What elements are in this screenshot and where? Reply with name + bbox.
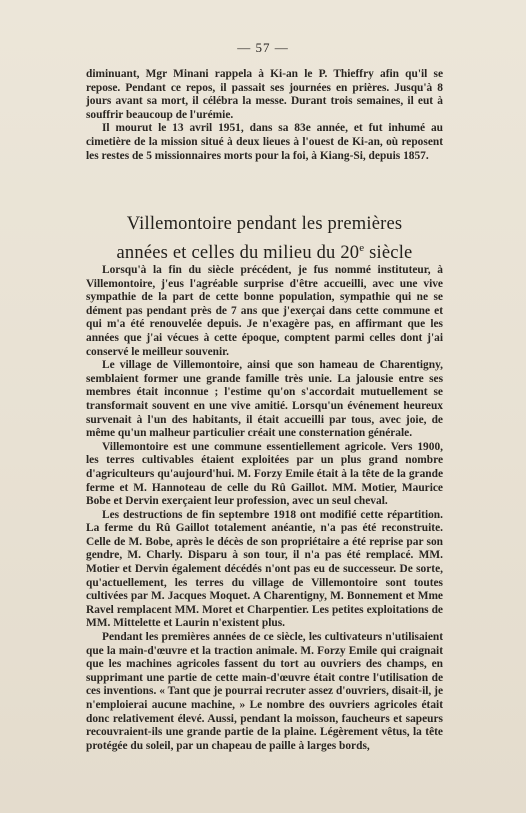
section-title-sup: e [359, 242, 365, 254]
section-title [86, 212, 443, 265]
intro-text [86, 68, 443, 163]
body-text [86, 264, 443, 753]
body-paragraph: Pendant les premières années de ce siècle, les cultivateurs n'utilisaient que la main-d'œuvre et la traction animale. M. Forzy Emile qui craignait que les machines agricoles fassent du tort au ouvriers des champs, en supprimant une partie de cette main-d'œuvre était contre l'utilisation de ces inventions. « Tant que je pourrai recruter assez d'ouvriers, disait-il, je n'emploierai aucune machine, » Le nombre des ouvriers agricoles était donc relativement élevé. Aussi, pendant la moisson, faucheurs et sapeurs recouvraient-ils une grande partie de la plaine. Légèrement vêtus, la tête protégée du soleil, par un chapeau de paille à larges bords, [86, 631, 443, 752]
section-title-line2 [86, 236, 443, 265]
section-title-line1: Villemontoire pendant les premières [126, 214, 403, 234]
body-paragraph: Les destructions de fin septembre 1918 ont modifié cette répartition. La ferme du Rû Gaillot totalement anéantie, n'a pas été reconstruite. Celle de M. Bobe, après le décès de son propriétaire a été reprise par son gendre, M. Charly. Disparu à son tour, il n'a pas été remplacé. MM. Motier et Dervin également décédés n'ont pas eu de successeur. De sorte, qu'actuellement, les terres du village de Villemontoire sont toutes cultivées par M. Jacques Moquet. A Charentigny, M. Bonnement et Mme Ravel remplacent MM. Moret et Charpentier. Les petites exploitations de MM. Mittelette et Laurin n'existent plus. [86, 508, 443, 630]
body-paragraph: Le village de Villemontoire, ainsi que son hameau de Charentigny, semblaient former une grande famille très unie. La jalousie entre ses membres était inconnue ; l'estime qu'on s'accordait mutuellement se transformait souvent en une vive amitié. Lorsqu'un événement heureux survenait à l'un des habitants, il était accueilli par tous, avec joie, de même qu'un malheur particulier créait une consternation générale. [86, 359, 443, 440]
section-title-line2-a: années et celles du milieu du 20 [116, 243, 360, 264]
intro-paragraph: Il mourut le 13 avril 1951, dans sa 83e année, et fut inhumé au cimetière de la mission situé à deux lieues à l'ouest de Ki-an, où reposent les restes de 5 missionnaires morts pour la foi, à Kiang-Si, depuis 1857. [86, 122, 443, 162]
body-paragraph: Lorsqu'à la fin du siècle précédent, je fus nommé instituteur, à Villemontoire, j'eus l'agréable surprise d'être accueilli, avec une vive sympathie de la part de cette bonne population, sympathie qui ne se dément pas pendant près de 7 ans que j'exerçai dans cette commune et qui m'a été renouvelée depuis. Je n'exagère pas, en affirmant que les années que j'ai vécues à cette époque, comptent parmi celles dont j'ai conservé le meilleur souvenir. [86, 264, 443, 358]
intro-paragraph: diminuant, Mgr Minani rappela à Ki-an le P. Thieffry afin qu'il se repose. Pendant ce repos, il passait ses journées en prières. Jusqu'à 8 jours avant sa mort, il célébra la messe. Durant trois semaines, il eut à souffrir beaucoup de l'urémie. [86, 68, 443, 121]
section-title-line2-b: siècle [364, 243, 413, 264]
page-number: — 57 — [237, 40, 289, 55]
body-paragraph: Villemontoire est une commune essentiellement agricole. Vers 1900, les terres cultivables étaient exploitées par un plus grand nombre d'agriculteurs qu'aujourd'hui. M. Forzy Emile était à la tête de la grande ferme et M. Hannoteau de celle du Rû Gaillot. MM. Motier, Maurice Bobe et Dervin exerçaient leur profession, avec un seul cheval. [86, 440, 443, 508]
